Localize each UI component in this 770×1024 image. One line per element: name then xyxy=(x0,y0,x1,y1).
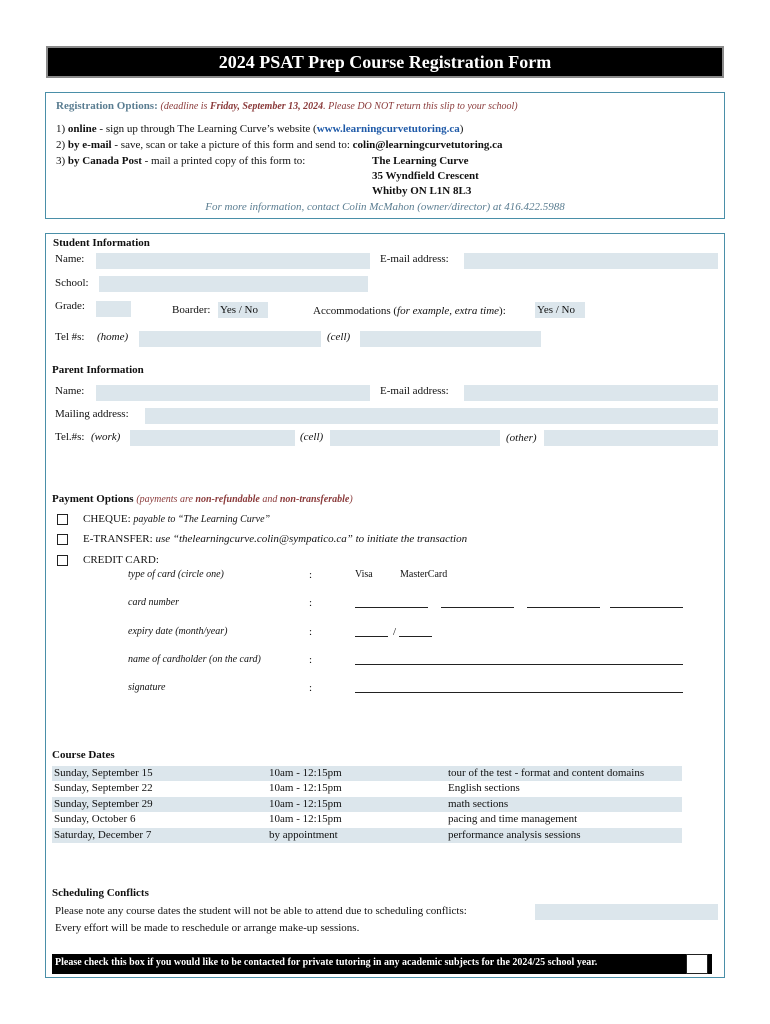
course-topic: math sections xyxy=(448,798,509,810)
table-row xyxy=(52,812,682,827)
cardholder-colon: : xyxy=(309,654,313,666)
payment-heading: Payment Options xyxy=(52,493,134,505)
option-online-label: online xyxy=(67,123,97,135)
student-cell-field[interactable] xyxy=(360,331,541,347)
payment-note-and: and xyxy=(259,494,280,505)
cheque-option xyxy=(83,513,270,525)
payment-note-a: (payments are xyxy=(136,494,196,505)
contact-info: For more information, contact Colin McMahon (owner/director) at 416.422.5988 xyxy=(205,201,565,213)
grade-field[interactable] xyxy=(96,301,131,317)
conflicts-field[interactable] xyxy=(535,904,718,920)
deadline-suffix: . Please DO NOT return this slip to your school) xyxy=(323,101,518,112)
parent-name-field[interactable] xyxy=(96,385,370,401)
cheque-note: payable to “The Learning Curve” xyxy=(133,514,271,525)
mailing-address-field[interactable] xyxy=(145,408,718,424)
work-label: (work) xyxy=(91,431,121,443)
option-post xyxy=(56,155,305,167)
conflicts-note: Every effort will be made to reschedule or arrange make-up sessions. xyxy=(55,922,360,934)
conflicts-instruction: Please note any course dates the student will not be able to attend due to scheduling conflicts: xyxy=(55,905,467,917)
student-tel-label: Tel #s: xyxy=(55,331,85,343)
website-link[interactable]: www.learningcurvetutoring.ca xyxy=(316,123,460,135)
parent-cell-field[interactable] xyxy=(330,430,500,446)
card-number-field-2[interactable] xyxy=(441,607,514,608)
home-label: (home) xyxy=(97,331,129,343)
course-dates-heading: Course Dates xyxy=(52,749,115,761)
course-date: Sunday, September 22 xyxy=(54,782,153,794)
payment-note-close: ) xyxy=(349,494,353,505)
table-row xyxy=(52,797,682,812)
registration-heading-line xyxy=(56,100,518,112)
option-online xyxy=(56,123,463,135)
option-online-text: - sign up through The Learning Curve’s website ( xyxy=(96,123,317,135)
parent-cell-label: (cell) xyxy=(300,431,324,443)
school-field[interactable] xyxy=(99,276,368,292)
cheque-checkbox[interactable] xyxy=(57,514,68,525)
student-name-field[interactable] xyxy=(96,253,370,269)
option-email-label: by e-mail xyxy=(67,139,112,151)
option-number: 2) xyxy=(56,139,66,151)
student-email-field[interactable] xyxy=(464,253,718,269)
page-title: 2024 PSAT Prep Course Registration Form xyxy=(51,51,719,73)
signature-colon: : xyxy=(309,682,313,694)
boarder-label: Boarder: xyxy=(172,304,211,316)
course-time: by appointment xyxy=(269,829,338,841)
payment-note-nonrefundable: non-refundable xyxy=(195,494,260,505)
scheduling-conflicts-heading: Scheduling Conflicts xyxy=(52,887,149,899)
address-line-1: The Learning Curve xyxy=(372,155,469,167)
parent-name-label: Name: xyxy=(55,385,85,397)
card-number-field-4[interactable] xyxy=(610,607,683,608)
address-line-2: 35 Wyndfield Crescent xyxy=(372,170,479,182)
option-email xyxy=(56,139,503,151)
accommodations-close: ): xyxy=(499,305,506,317)
parent-email-field[interactable] xyxy=(464,385,718,401)
etransfer-checkbox[interactable] xyxy=(57,534,68,545)
accommodations-label-text: Accommodations ( xyxy=(313,305,398,317)
etransfer-label: E-TRANSFER: xyxy=(83,533,153,545)
email-link[interactable]: colin@learningcurvetutoring.ca xyxy=(352,139,503,151)
card-number-label: card number xyxy=(128,597,180,608)
option-number: 3) xyxy=(56,155,66,167)
student-email-label: E-mail address: xyxy=(380,253,449,265)
signature-label: signature xyxy=(128,682,166,693)
credit-card-label: CREDIT CARD: xyxy=(83,554,159,566)
course-date: Sunday, September 15 xyxy=(54,767,153,779)
tutoring-contact-text: Please check this box if you would like to be contacted for private tutoring in any academic subjects for the 2024/25 school year. xyxy=(55,957,598,968)
card-number-field-3[interactable] xyxy=(527,607,600,608)
address-line-3: Whitby ON L1N 8L3 xyxy=(372,185,472,197)
table-row xyxy=(52,828,682,843)
parent-info-heading: Parent Information xyxy=(52,364,144,376)
accommodations-example: for example, extra time xyxy=(397,305,500,317)
mastercard-option[interactable]: MasterCard xyxy=(400,569,448,580)
school-label: School: xyxy=(55,277,89,289)
expiry-year-field[interactable] xyxy=(399,636,432,637)
student-cell-label: (cell) xyxy=(327,331,351,343)
option-post-label: by Canada Post xyxy=(67,155,142,167)
mailing-address-label: Mailing address: xyxy=(55,408,129,420)
other-phone-field[interactable] xyxy=(544,430,718,446)
credit-card-checkbox[interactable] xyxy=(57,555,68,566)
expiry-label: expiry date (month/year) xyxy=(128,626,228,637)
home-phone-field[interactable] xyxy=(139,331,321,347)
etransfer-option xyxy=(83,533,467,545)
work-phone-field[interactable] xyxy=(130,430,295,446)
tutoring-contact-checkbox[interactable] xyxy=(686,954,708,974)
cheque-label: CHEQUE: xyxy=(83,513,131,525)
etransfer-note: use “thelearningcurve.colin@sympatico.ca” to initiate the transaction xyxy=(155,533,468,545)
course-time: 10am - 12:15pm xyxy=(269,798,342,810)
course-time: 10am - 12:15pm xyxy=(269,782,342,794)
course-topic: pacing and time management xyxy=(448,813,578,825)
course-topic: English sections xyxy=(448,782,520,794)
student-info-heading: Student Information xyxy=(53,237,150,249)
accommodations-choice[interactable]: Yes / No xyxy=(535,302,585,318)
cardholder-field[interactable] xyxy=(355,664,683,665)
card-type-colon: : xyxy=(309,569,313,581)
title-banner xyxy=(46,46,724,78)
payment-heading-line xyxy=(52,493,353,505)
grade-label: Grade: xyxy=(55,300,85,312)
deadline-prefix: (deadline is xyxy=(160,101,210,112)
course-date: Sunday, September 29 xyxy=(54,798,153,810)
expiry-month-field[interactable] xyxy=(355,636,388,637)
card-number-field-1[interactable] xyxy=(355,607,428,608)
option-close-paren: ) xyxy=(459,123,464,135)
table-row xyxy=(52,766,682,781)
tutoring-contact-bar xyxy=(52,954,712,974)
option-email-text: - save, scan or take a picture of this form and send to: xyxy=(111,139,353,151)
deadline-date: Friday, September 13, 2024 xyxy=(209,101,324,112)
student-name-label: Name: xyxy=(55,253,85,265)
expiry-slash: / xyxy=(393,626,397,638)
visa-option[interactable]: Visa xyxy=(355,569,373,580)
other-label: (other) xyxy=(506,432,537,444)
accommodations-label xyxy=(313,305,506,317)
parent-tel-label: Tel.#s: xyxy=(55,431,85,443)
cardholder-label: name of cardholder (on the card) xyxy=(128,654,261,665)
card-number-colon: : xyxy=(309,597,313,609)
payment-note-nontransferable: non-transferable xyxy=(279,494,350,505)
course-topic: performance analysis sessions xyxy=(448,829,581,841)
option-post-text: - mail a printed copy of this form to: xyxy=(141,155,306,167)
course-time: 10am - 12:15pm xyxy=(269,813,342,825)
course-date: Sunday, October 6 xyxy=(54,813,136,825)
expiry-colon: : xyxy=(309,626,313,638)
course-date: Saturday, December 7 xyxy=(54,829,152,841)
course-topic: tour of the test - format and content domains xyxy=(448,767,645,779)
boarder-choice[interactable]: Yes / No xyxy=(218,302,268,318)
table-row xyxy=(52,781,682,796)
parent-email-label: E-mail address: xyxy=(380,385,449,397)
signature-field[interactable] xyxy=(355,692,683,693)
registration-heading: Registration Options: xyxy=(56,100,158,112)
card-type-label: type of card (circle one) xyxy=(128,569,224,580)
course-time: 10am - 12:15pm xyxy=(269,767,342,779)
option-number: 1) xyxy=(56,123,66,135)
